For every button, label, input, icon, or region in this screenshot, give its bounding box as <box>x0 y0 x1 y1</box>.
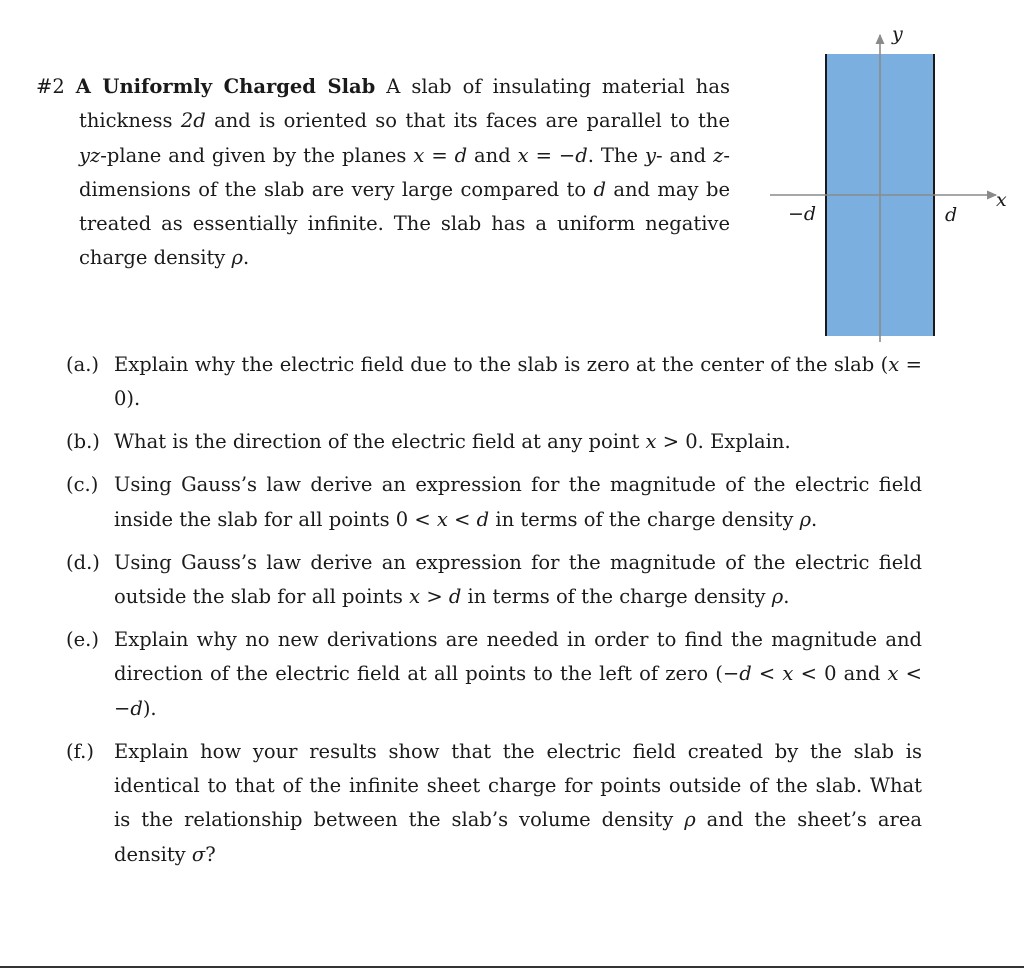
part-item <box>66 468 922 537</box>
text-run: What is the direction of the electric field at any point <box>114 430 646 454</box>
text-run: Using Gauss’s law derive an expression for the magnitude of the electric field inside the slab for all points 0 < <box>114 473 922 531</box>
problem-paragraph <box>36 70 730 276</box>
text-run: > 0. Explain. <box>656 430 791 454</box>
text-run: . <box>243 246 250 270</box>
math-symbol: 2d <box>180 109 206 133</box>
math-symbol: x <box>888 353 900 376</box>
text-run: . The <box>587 143 645 167</box>
text-run: Using Gauss’s law derive an expression for the magnitude of the electric field outside the slab for all points <box>114 550 922 608</box>
text-run: - and <box>655 143 714 167</box>
problem-title: A Uniformly Charged Slab <box>75 75 376 98</box>
text-run: = <box>424 143 455 167</box>
math-symbol: d <box>130 696 143 720</box>
problem-number: #2 <box>36 75 65 98</box>
text-run: Explain why no new derivations are needed in order to find the magnitude and direction of the electric field at all points to the left of zero (− <box>114 627 922 686</box>
text-run: ). <box>142 696 157 720</box>
math-symbol: ρ <box>799 507 812 531</box>
math-symbol: ρ <box>231 246 243 270</box>
part-label: (d.) <box>66 550 100 574</box>
math-symbol: ρ <box>771 584 784 608</box>
part-label: (c.) <box>66 473 99 497</box>
right-face-label: d <box>945 204 958 226</box>
part-item <box>66 623 922 726</box>
part-item <box>66 735 922 873</box>
slab-diagram <box>760 20 1024 350</box>
part-text <box>114 468 922 537</box>
text-run: . <box>783 584 790 608</box>
text-run: Explain why the electric field due to the slab is zero at the center of the slab ( <box>114 353 889 376</box>
text-run: and is oriented so that its faces are parallel to the <box>205 109 730 133</box>
left-face-label: −d <box>788 203 817 225</box>
text-run: and the sheet’s area density <box>114 808 922 866</box>
part-text <box>114 425 922 459</box>
part-text <box>114 623 922 726</box>
part-text <box>114 348 922 417</box>
math-symbol: x <box>782 662 794 686</box>
math-symbol: x <box>517 143 529 167</box>
part-item <box>66 546 922 615</box>
part-text <box>114 546 922 615</box>
part-label: (b.) <box>66 430 100 454</box>
text-run: = 0). <box>114 353 922 411</box>
math-symbol: ρ <box>684 808 696 832</box>
text-run: < − <box>114 662 922 720</box>
math-symbol: σ <box>191 842 206 866</box>
text-run: A slab of insulating material has thickness <box>79 75 730 133</box>
text-run: = − <box>528 143 576 167</box>
math-symbol: z <box>713 143 724 167</box>
part-label: (e.) <box>66 627 99 651</box>
math-symbol: x <box>413 143 425 167</box>
math-symbol: d <box>739 662 752 686</box>
part-text <box>114 735 922 873</box>
y-axis-label: y <box>892 23 903 45</box>
math-symbol: d <box>454 143 468 167</box>
text-run: -plane and given by the planes <box>100 143 414 167</box>
text-run: > <box>420 584 449 608</box>
parts-list <box>66 348 922 881</box>
math-symbol: d <box>575 143 588 167</box>
math-symbol: x <box>887 662 899 686</box>
text-run: in terms of the charge density <box>489 507 800 531</box>
page-bottom-rule <box>0 966 1024 968</box>
text-run: < <box>447 507 477 531</box>
text-run: . <box>811 507 818 531</box>
math-symbol: d <box>448 584 462 608</box>
text-run: and <box>467 143 518 167</box>
text-run: Explain how your results show that the electric field created by the slab is identical to that of the infinite sheet charge for points outside of the slab. What is the relationship between the slab’s volume density <box>114 739 922 832</box>
text-run: ? <box>205 842 216 866</box>
math-symbol: y <box>644 143 656 167</box>
math-symbol: yz <box>79 143 101 167</box>
math-symbol: d <box>593 177 606 201</box>
part-item <box>66 348 922 417</box>
math-symbol: x <box>645 430 657 454</box>
text-run: < 0 and <box>793 662 888 686</box>
problem-body <box>79 75 730 269</box>
problem-statement <box>36 70 730 276</box>
part-item <box>66 425 922 459</box>
text-run: -dimensions of the slab are very large compared to <box>79 143 730 201</box>
math-symbol: x <box>436 507 448 531</box>
part-label: (a.) <box>66 353 100 376</box>
math-symbol: d <box>476 507 490 531</box>
x-axis-label: x <box>996 189 1007 211</box>
text-run: in terms of the charge density <box>461 584 772 608</box>
text-run: < <box>751 662 783 686</box>
text-run: and may be treated as essentially infinite. The slab has a uniform negative charge density <box>79 177 730 270</box>
part-label: (f.) <box>66 739 94 763</box>
math-symbol: x <box>409 584 421 608</box>
